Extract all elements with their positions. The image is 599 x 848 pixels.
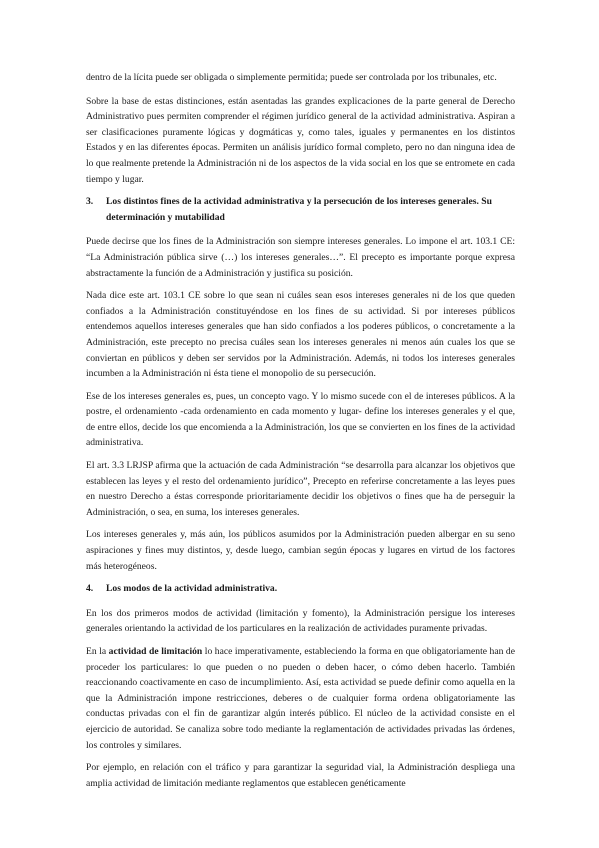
- paragraph-fines: Puede decirse que los fines de la Administración son siempre intereses generales. Lo impone el art. 103.1 CE: “La Administración pública sirve (…) los intereses generales…”. El precepto es importante porque expresa abstractamente la función de a Administración y justifica su posición.: [86, 236, 515, 279]
- paragraph-lrjsp: El art. 3.3 LRJSP afirma que la actuación de cada Administración “se desarrolla para alcanzar los objetivos que establecen las leyes y el resto del ordenamiento jurídico”, Precepto en referirse concretamente a las leyes pues en nuestro Derecho a éstas corresponde prioritariamente decidir los objetivos o fines que ha de perseguir la Administración, o sea, en suma, los intereses generales.: [86, 460, 515, 518]
- section-title: Los distintos fines de la actividad administrativa y la persecución de los intereses generales. Su determinación y mutabilidad: [106, 196, 492, 223]
- bold-term: actividad de limitación: [108, 646, 203, 657]
- paragraph-modos: En los dos primeros modos de actividad (limitación y fomento), la Administración persigue los intereses generales orientando la actividad de los particulares en la realización de actividades puramente privadas.: [86, 607, 515, 635]
- paragraph-art-103: Nada dice este art. 103.1 CE sobre lo que sean ni cuáles sean esos intereses generales ni de los que queden confiados a la Administración constituyéndose en los fines de su actividad. Si por intereses públicos entendemos aquellos intereses generales que han sido confiados a los poderes públicos, o concretamente a la Administración, este precepto no precisa cuáles sean los intereses generales ni menos aún cuales los que se conviertan en públicos y deben ser servidos por la Administración. Además, ni todos los intereses generales incumben a la Administración ni ésta tiene el monopolio de su persecución.: [86, 290, 515, 380]
- paragraph-limitacion: [86, 644, 515, 753]
- paragraph-text: En la: [86, 646, 109, 657]
- paragraph-concepto-vago: Ese de los intereses generales es, pues, un concepto vago. Y lo mismo sucede con el de intereses públicos. A la postre, el ordenamiento -cada ordenamiento en cada momento y lugar- define los intereses generales y el que, de entre ellos, decide los que encomienda a la Administración, los que se convierten en los fines de la actividad administrativa.: [86, 390, 515, 449]
- section-heading-3: [86, 194, 515, 225]
- paragraph-text: lo hace imperativamente, estableciendo la forma en que obligatoriamente han de proceder los particulares: lo que pueden o no pueden o deben hacer, o cómo deben hacerlo. También reaccionando coactivamente en caso de incumplimiento. Así, esta actividad se puede definir como aquella en la que la Administración impone restricciones, deberes o de cualquier forma ordena obligatoriamente las conductas privadas con el fin de garantizar algún interés público. El núcleo de la actividad consiste en el ejercicio de autoridad. Se canaliza sobre todo mediante la reglamentación de actividades privadas las órdenes, los controles y similares.: [86, 646, 515, 751]
- section-title: Los modos de la actividad administrativa.: [106, 583, 278, 595]
- section-number: 3.: [86, 196, 94, 208]
- section-heading-4: [86, 581, 515, 597]
- section-number: 4.: [86, 583, 94, 595]
- paragraph-trafico: Por ejemplo, en relación con el tráfico y para garantizar la seguridad vial, la Administración despliega una amplia actividad de limitación mediante reglamentos que establecen genéticamente: [86, 762, 515, 789]
- paragraph-intereses: Los intereses generales y, más aún, los públicos asumidos por la Administración pueden albergar en su seno aspiraciones y fines muy distintos, y, desde luego, cambian según épocas y lugares en virtud de los factores más heterogéneos.: [86, 529, 515, 572]
- document-body: [86, 70, 515, 798]
- paragraph-distinctions: Sobre la base de estas distinciones, están asentadas las grandes explicaciones de la parte general de Derecho Administrativo pues permiten comprender el régimen jurídico general de la actividad administrativa. Aspiran a ser clasificaciones puramente lógicas y dogmáticas y, como tales, iguales y permanentes en los distintos Estados y en las diferentes épocas. Permiten un análisis jurídico formal completo, pero no dan ninguna idea de lo que realmente pretende la Administración ni de los aspectos de la vida social en los que se entromete en cada tiempo y lugar.: [86, 95, 515, 185]
- paragraph-continuation: dentro de la lícita puede ser obligada o simplemente permitida; puede ser controlada por los tribunales, etc.: [86, 72, 497, 83]
